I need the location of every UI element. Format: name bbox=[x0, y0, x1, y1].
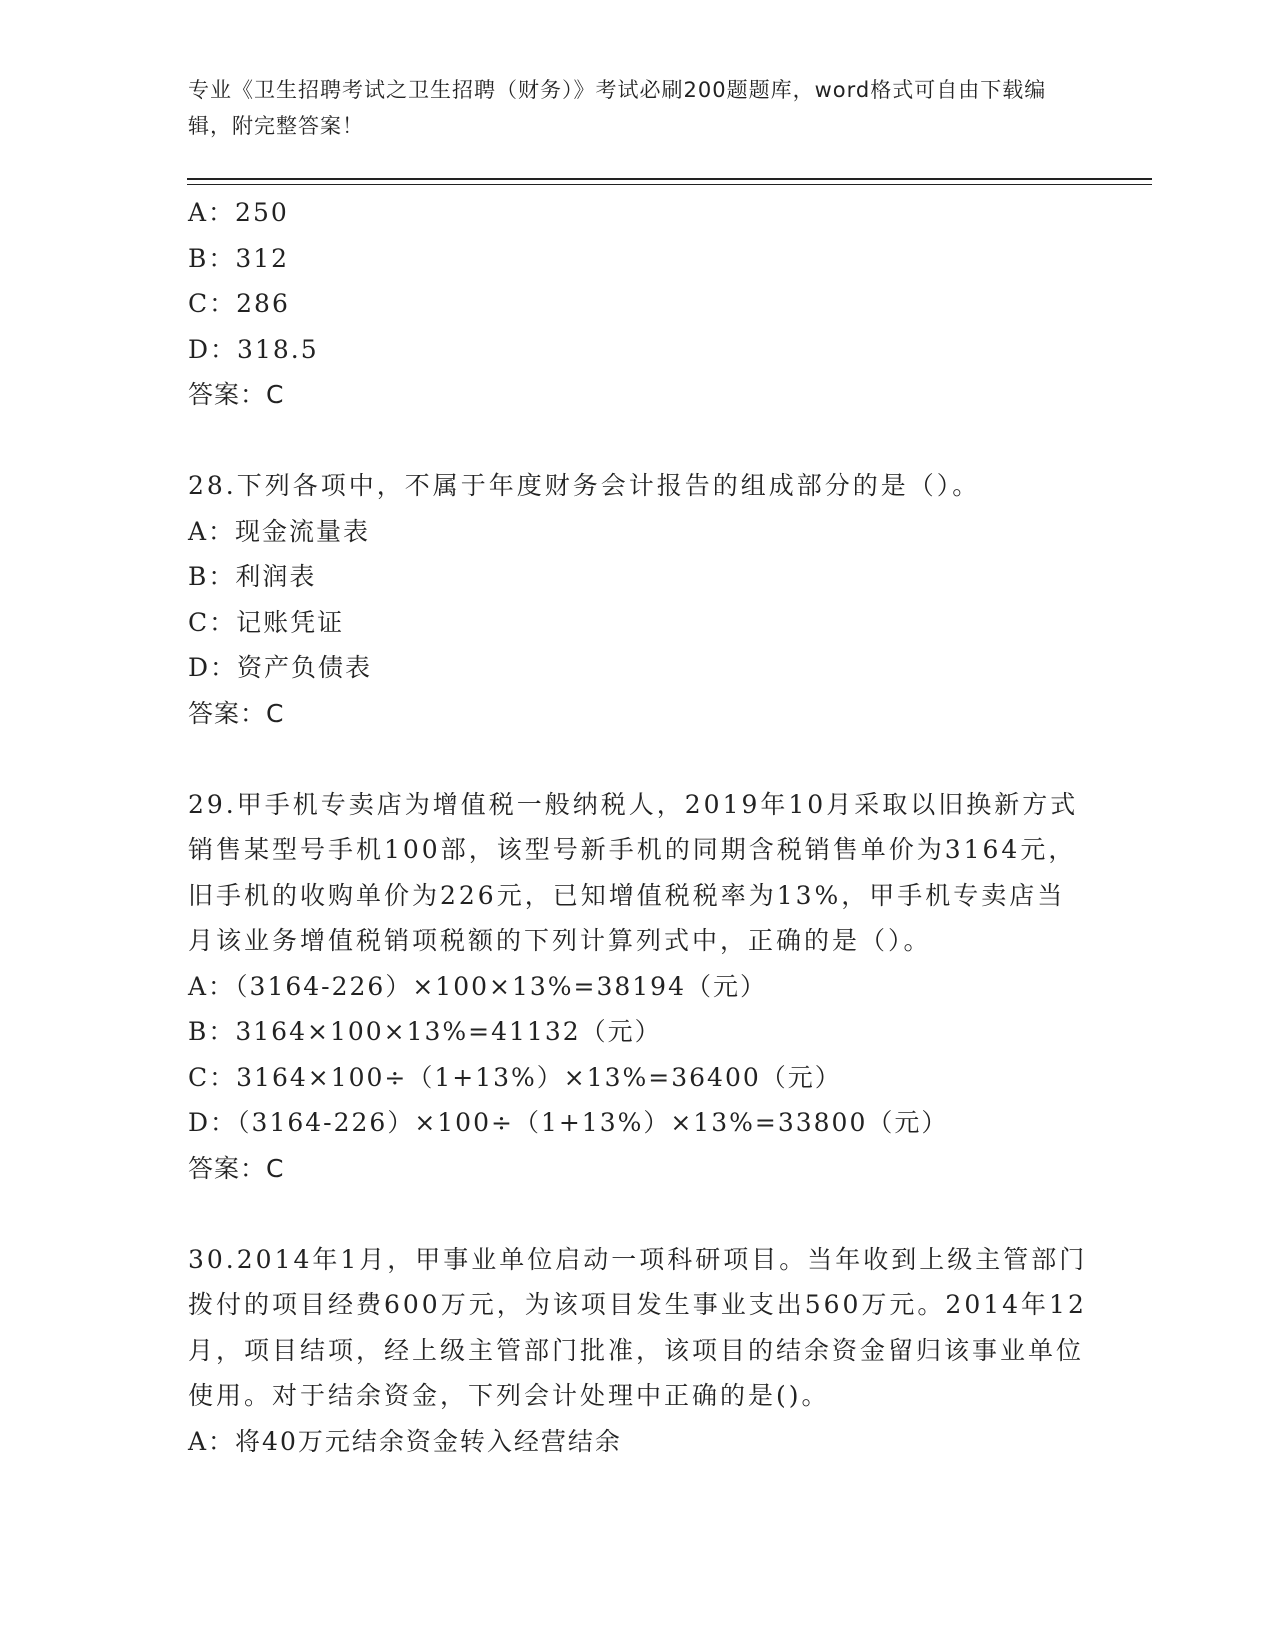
answer: 答案：C bbox=[188, 1153, 285, 1183]
question-list bbox=[188, 190, 1088, 1464]
option-a: A：250 bbox=[188, 198, 289, 227]
option-d: D：318.5 bbox=[188, 334, 319, 364]
answer: 答案：C bbox=[188, 698, 285, 728]
option-b: B：利润表 bbox=[188, 562, 317, 591]
option-b: B：3164×100×13%=41132（元） bbox=[188, 1017, 662, 1046]
option-d: D：资产负债表 bbox=[188, 653, 373, 682]
option-a: A：现金流量表 bbox=[188, 516, 371, 546]
option-d: D：（3164-226）×100÷（1+13%）×13%=33800（元） bbox=[188, 1108, 949, 1137]
option-c: C：286 bbox=[188, 289, 290, 318]
option-a: A：将40万元结余资金转入经营结余 bbox=[188, 1426, 622, 1456]
answer: 答案：C bbox=[188, 380, 285, 409]
question-stem: 28.下列各项中，不属于年度财务会计报告的组成部分的是（）。 bbox=[188, 471, 981, 500]
option-b: B：312 bbox=[188, 243, 290, 273]
question-stem: 30.2014年1月，甲事业单位启动一项科研项目。当年收到上级主管部门拨付的项目经费600万元，为该项目发生事业支出560万元。2014年12月，项目结项，经上级主管部门批准，该项目的结余资金留归该事业单位使用。对于结余资金，下列会计处理中正确的是()。 bbox=[188, 1244, 1088, 1410]
question-30 bbox=[188, 1237, 1088, 1465]
document-header: 专业《卫生招聘考试之卫生招聘（财务）》考试必刷200题题库，word格式可自由下载编辑，附完整答案！ bbox=[188, 78, 1047, 138]
spacer bbox=[188, 736, 1088, 782]
option-c: C：3164×100÷（1+13%）×13%=36400（元） bbox=[188, 1062, 842, 1092]
option-a: A：（3164-226）×100×13%=38194（元） bbox=[188, 971, 767, 1001]
question-29 bbox=[188, 782, 1088, 1192]
spacer bbox=[188, 1191, 1088, 1237]
question-stem: 29.甲手机专卖店为增值税一般纳税人，2019年10月采取以旧换新方式销售某型号手机100部，该型号新手机的同期含税销售单价为3164元，旧手机的收购单价为226元，已知增值税税率为13%，甲手机专卖店当月该业务增值税销项税额的下列计算列式中，正确的是（）。 bbox=[188, 789, 1079, 955]
header-divider bbox=[187, 178, 1152, 180]
option-c: C：记账凭证 bbox=[188, 607, 345, 637]
question-28 bbox=[188, 463, 1088, 736]
header-divider-thin bbox=[187, 184, 1152, 185]
spacer bbox=[188, 418, 1088, 464]
question-27 bbox=[188, 190, 1088, 418]
